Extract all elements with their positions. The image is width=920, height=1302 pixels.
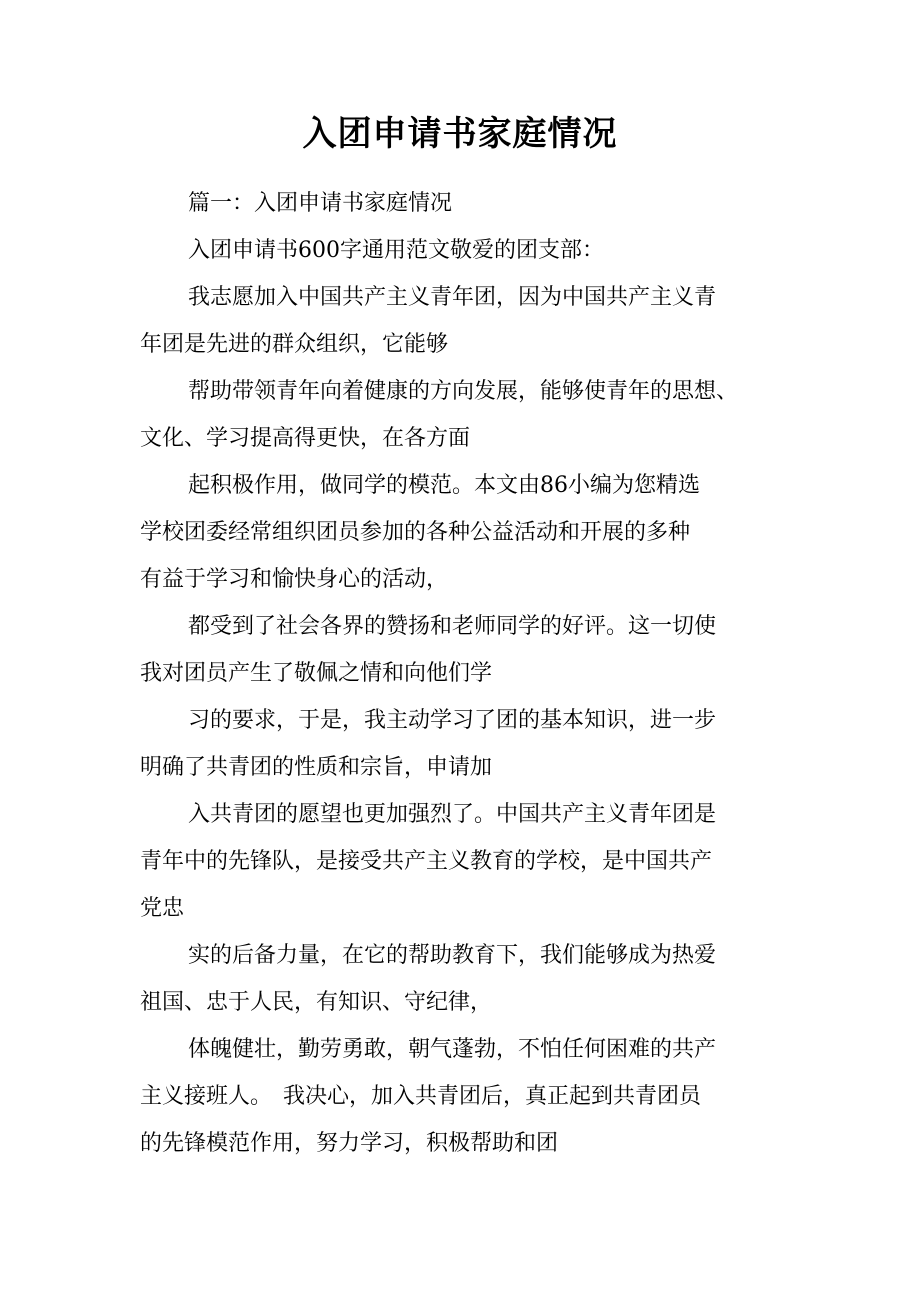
text-line: 有益于学习和愉快身心的活动， (140, 567, 449, 592)
paragraph (140, 603, 785, 697)
paragraph (140, 697, 785, 791)
text-line: 篇一：入团申请书家庭情况 (188, 191, 453, 216)
document-title: 入团申请书家庭情况 (302, 114, 618, 154)
text-line: 我对团员产生了敬佩之情和向他们学 (140, 661, 493, 686)
text-line: 入共青团的愿望也更加强烈了。中国共产主义青年团是 (188, 802, 717, 827)
paragraph (140, 368, 785, 462)
paragraph (140, 791, 785, 932)
text-line: 帮助带领青年向着健康的方向发展，能够使青年的思想、 (188, 379, 739, 404)
text-line: 明确了共青团的性质和宗旨，申请加 (140, 755, 493, 780)
paragraph (140, 227, 785, 274)
text-line: 都受到了社会各界的赞扬和老师同学的好评。这一切使 (188, 614, 717, 639)
document-body (140, 180, 785, 1167)
text-line: 文化、学习提高得更快，在各方面 (140, 426, 471, 451)
text-line: 年团是先进的群众组织，它能够 (140, 332, 449, 357)
paragraph (140, 274, 785, 368)
text-line: 祖国、忠于人民，有知识、守纪律， (140, 990, 493, 1015)
text-line: 主义接班人。 我决心，加入共青团后，真正起到共青团员 (140, 1084, 702, 1109)
paragraph (140, 462, 785, 603)
text-line: 党忠 (140, 896, 185, 921)
text-line: 的先锋模范作用，努力学习，积极帮助和团 (140, 1131, 559, 1156)
text-line: 学校团委经常组织团员参加的各种公益活动和开展的多种 (140, 520, 691, 545)
text-line: 起积极作用，做同学的模范。本文由86小编为您精选 (188, 473, 700, 498)
text-line: 习的要求，于是，我主动学习了团的基本知识，进一步 (188, 708, 717, 733)
text-line: 我志愿加入中国共产主义青年团，因为中国共产主义青 (188, 285, 717, 310)
paragraph (140, 1026, 785, 1167)
text-line: 入团申请书600字通用范文敬爱的团支部： (188, 238, 604, 263)
text-line: 青年中的先锋队，是接受共产主义教育的学校，是中国共产 (140, 849, 713, 874)
text-line: 体魄健壮，勤劳勇敢，朝气蓬勃，不怕任何困难的共产 (188, 1037, 717, 1062)
paragraph (140, 932, 785, 1026)
text-line: 实的后备力量，在它的帮助教育下，我们能够成为热爱 (188, 943, 717, 968)
paragraph (140, 180, 785, 227)
